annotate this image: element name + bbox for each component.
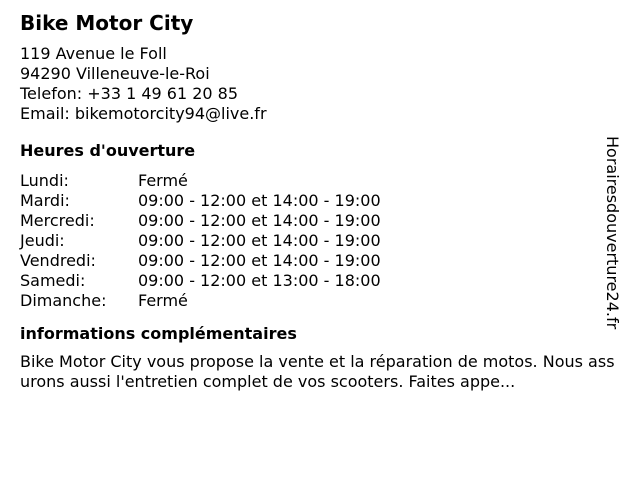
- email-address: Email: bikemotorcity94@live.fr: [20, 104, 267, 123]
- day-label: Vendredi:: [20, 251, 96, 270]
- hours-row-friday: [20, 251, 381, 271]
- day-hours: Fermé: [138, 291, 188, 310]
- day-label: Lundi:: [20, 171, 69, 190]
- day-hours: 09:00 - 12:00 et 14:00 - 19:00: [138, 211, 381, 230]
- day-label: Mercredi:: [20, 211, 95, 230]
- additional-info-heading: informations complémentaires: [20, 324, 297, 343]
- day-label: Dimanche:: [20, 291, 107, 310]
- day-hours: 09:00 - 12:00 et 13:00 - 18:00: [138, 271, 381, 290]
- address-street: 119 Avenue le Foll: [20, 44, 167, 63]
- day-hours: 09:00 - 12:00 et 14:00 - 19:00: [138, 231, 381, 250]
- day-hours: 09:00 - 12:00 et 14:00 - 19:00: [138, 251, 381, 270]
- day-label: Jeudi:: [20, 231, 65, 250]
- day-label: Samedi:: [20, 271, 86, 290]
- hours-row-sunday: [20, 291, 381, 311]
- business-name: Bike Motor City: [20, 11, 194, 35]
- hours-row-wednesday: [20, 211, 381, 231]
- opening-hours-table: [20, 171, 381, 311]
- address-city: 94290 Villeneuve-le-Roi: [20, 64, 210, 83]
- hours-row-thursday: [20, 231, 381, 251]
- hours-row-monday: [20, 171, 381, 191]
- day-hours: Fermé: [138, 171, 188, 190]
- phone-number: Telefon: +33 1 49 61 20 85: [20, 84, 239, 103]
- site-watermark: Horairesdouverture24.fr: [603, 136, 622, 330]
- day-label: Mardi:: [20, 191, 70, 210]
- opening-hours-heading: Heures d'ouverture: [20, 141, 196, 160]
- day-hours: 09:00 - 12:00 et 14:00 - 19:00: [138, 191, 381, 210]
- business-description: Bike Motor City vous propose la vente et la réparation de motos. Nous assurons aussi l'entretien complet de vos scooters. Faites appe...: [20, 352, 615, 391]
- business-card: [20, 10, 620, 392]
- hours-row-saturday: [20, 271, 381, 291]
- hours-row-tuesday: [20, 191, 381, 211]
